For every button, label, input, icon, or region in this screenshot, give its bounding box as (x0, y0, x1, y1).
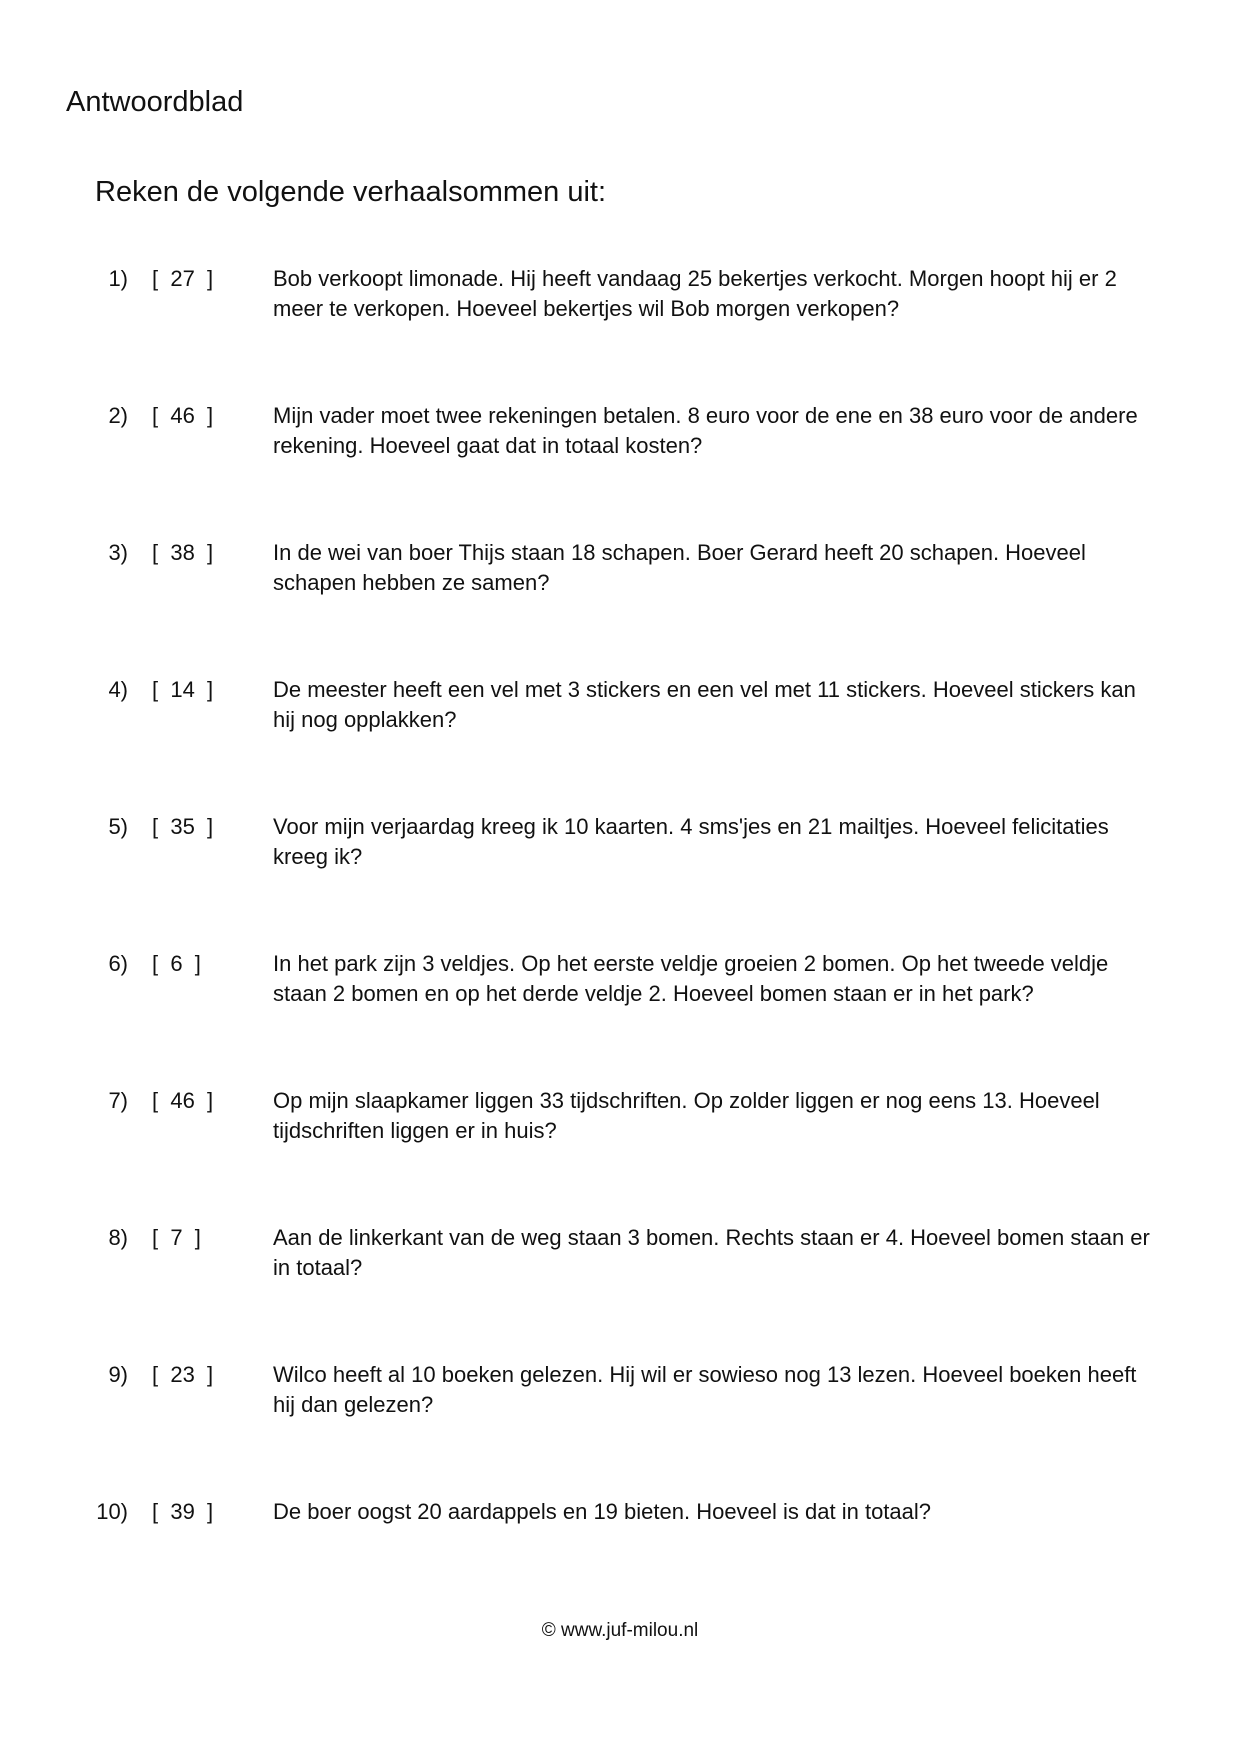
question-answer: [ 38 ] (152, 540, 214, 565)
question-text: Op mijn slaapkamer liggen 33 tijdschriften. Op zolder liggen er nog eens 13. Hoeveel tijdschriften liggen er in huis? (273, 1088, 1100, 1143)
question-number: 8) (108, 1225, 128, 1250)
question-number: 3) (108, 540, 128, 565)
question-text: Mijn vader moet twee rekeningen betalen. 8 euro voor de ene en 38 euro voor de andere rekening. Hoeveel gaat dat in totaal kosten? (273, 403, 1138, 458)
question-answer: [ 6 ] (152, 951, 201, 976)
question-text: Voor mijn verjaardag kreeg ik 10 kaarten. 4 sms'jes en 21 mailtjes. Hoeveel felicitaties kreeg ik? (273, 814, 1109, 869)
question-text: In de wei van boer Thijs staan 18 schapen. Boer Gerard heeft 20 schapen. Hoeveel schapen hebben ze samen? (273, 540, 1086, 595)
question-number: 7) (108, 1088, 128, 1113)
question-text: In het park zijn 3 veldjes. Op het eerste veldje groeien 2 bomen. Op het tweede veldje staan 2 bomen en op het derde veldje 2. Hoeveel bomen staan er in het park? (273, 951, 1109, 1006)
question-item (0, 401, 1240, 538)
question-item (0, 1086, 1240, 1223)
question-item (0, 1360, 1240, 1497)
footer-copyright: © www.juf-milou.nl (541, 1620, 699, 1641)
question-answer: [ 23 ] (152, 1362, 214, 1387)
page-title: Antwoordblad (66, 86, 244, 118)
question-answer: [ 46 ] (152, 1088, 214, 1113)
question-text: Bob verkoopt limonade. Hij heeft vandaag 25 bekertjes verkocht. Morgen hoopt hij er 2 meer te verkopen. Hoeveel bekertjes wil Bob morgen verkopen? (273, 266, 1117, 321)
question-item (0, 812, 1240, 949)
question-answer: [ 14 ] (152, 677, 214, 702)
question-answer: [ 35 ] (152, 814, 214, 839)
question-answer: [ 39 ] (152, 1499, 214, 1524)
question-item (0, 538, 1240, 675)
question-number: 6) (108, 951, 128, 976)
question-number: 9) (108, 1362, 128, 1387)
question-item (0, 1223, 1240, 1360)
question-answer: [ 7 ] (152, 1225, 201, 1250)
instruction-heading: Reken de volgende verhaalsommen uit: (95, 176, 607, 208)
question-number: 10) (96, 1499, 128, 1524)
question-text: Wilco heeft al 10 boeken gelezen. Hij wil er sowieso nog 13 lezen. Hoeveel boeken heeft hij dan gelezen? (273, 1362, 1137, 1417)
question-number: 1) (108, 266, 128, 291)
question-item (0, 264, 1240, 401)
question-number: 4) (108, 677, 128, 702)
question-text: De boer oogst 20 aardappels en 19 bieten. Hoeveel is dat in totaal? (273, 1499, 932, 1524)
question-answer: [ 27 ] (152, 266, 214, 291)
question-item (0, 1497, 1240, 1634)
question-number: 5) (108, 814, 128, 839)
question-number: 2) (108, 403, 128, 428)
question-answer: [ 46 ] (152, 403, 214, 428)
question-item (0, 675, 1240, 812)
question-item (0, 949, 1240, 1086)
question-list (0, 264, 1240, 1634)
question-text: De meester heeft een vel met 3 stickers en een vel met 11 stickers. Hoeveel stickers kan hij nog opplakken? (273, 677, 1136, 732)
question-text: Aan de linkerkant van de weg staan 3 bomen. Rechts staan er 4. Hoeveel bomen staan er in totaal? (273, 1225, 1150, 1280)
